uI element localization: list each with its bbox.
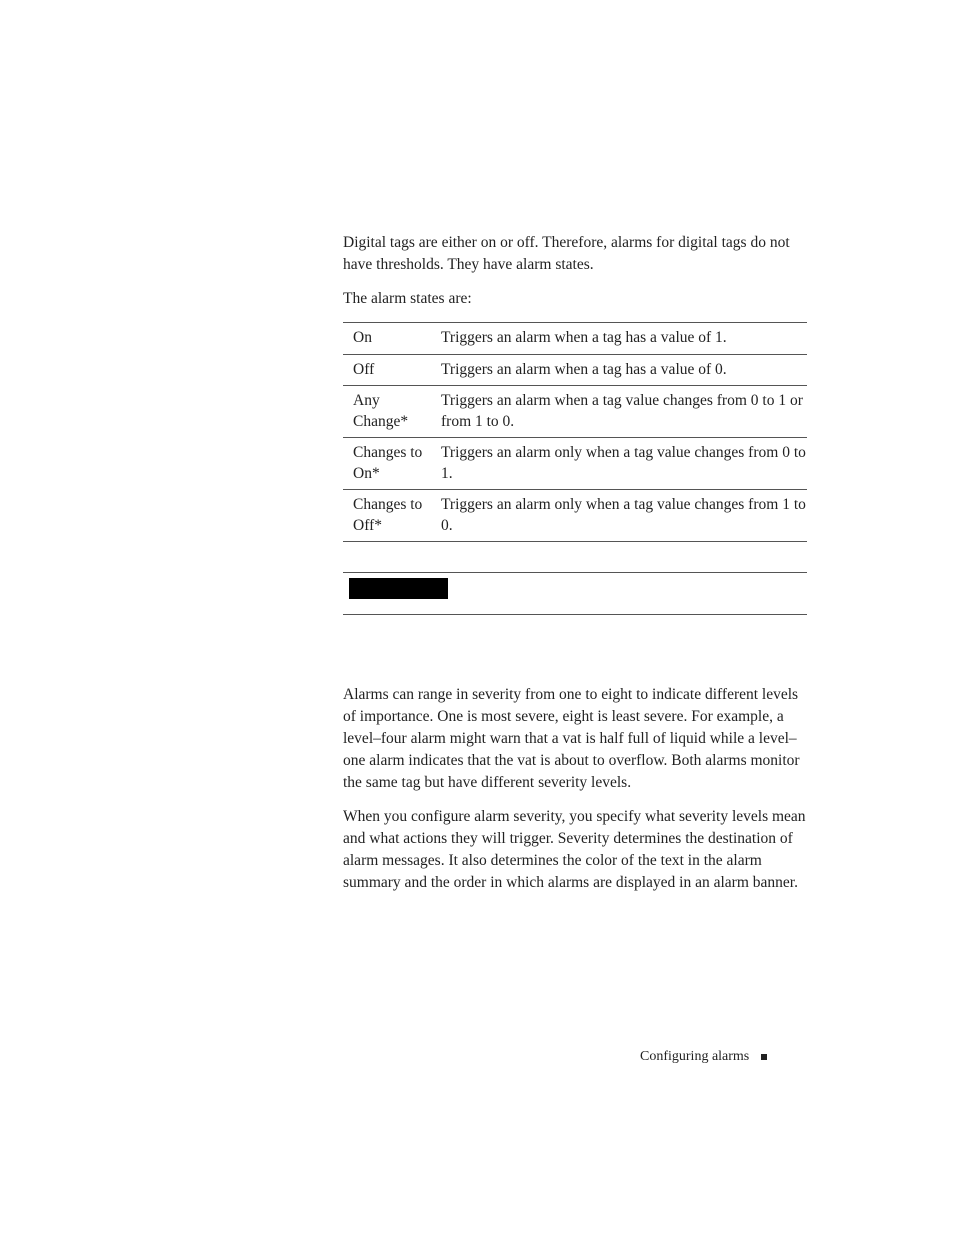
footer-chapter-title: Configuring alarms — [640, 1049, 750, 1064]
alarm-state-name: Any Change* — [343, 386, 431, 438]
alarm-state-name: Off — [343, 354, 431, 386]
alarm-state-description: Triggers an alarm when a tag has a value of 0. — [431, 354, 807, 386]
alarm-severity-section — [343, 684, 807, 906]
table-row — [343, 354, 807, 386]
alarm-state-description: Triggers an alarm when a tag value changes from 0 to 1 or from 1 to 0. — [431, 386, 807, 438]
severity-paragraph-1: Alarms can range in severity from one to eight to indicate different levels of importance. One is most severe, eight is least severe. For example, a level–four alarm might warn that a vat is half full of liquid while a level–one alarm indicates that the vat is about to overflow. Both alarms monitor the same tag but have different severity levels. — [343, 686, 800, 791]
alarm-state-description: Triggers an alarm only when a tag value changes from 0 to 1. — [431, 438, 807, 490]
alarm-states-table — [343, 322, 807, 542]
page-footer — [640, 1048, 767, 1066]
table-row — [343, 386, 807, 438]
alarm-state-name: Changes to On* — [343, 438, 431, 490]
intro-paragraph: Digital tags are either on or off. Therefore, alarms for digital tags do not have thresholds. They have alarm states. — [343, 234, 790, 273]
table-row — [343, 490, 807, 542]
table-row — [343, 438, 807, 490]
alarm-states-lead-in: The alarm states are: — [343, 290, 472, 307]
severity-paragraph-2: When you configure alarm severity, you specify what severity levels mean and what actions they will trigger. Severity determines the destination of alarm messages. It also determines the color of the text in the alarm summary and the order in which alarms are displayed in an alarm banner. — [343, 808, 806, 891]
alarm-state-name: Changes to Off* — [343, 490, 431, 542]
digital-alarms-section — [343, 232, 807, 615]
note-label-block — [349, 578, 448, 599]
square-bullet-icon — [761, 1054, 767, 1060]
alarm-state-name: On — [343, 323, 431, 355]
table-row — [343, 323, 807, 355]
alarm-state-description: Triggers an alarm only when a tag value changes from 1 to 0. — [431, 490, 807, 542]
note-box — [343, 572, 807, 615]
alarm-state-description: Triggers an alarm when a tag has a value of 1. — [431, 323, 807, 355]
